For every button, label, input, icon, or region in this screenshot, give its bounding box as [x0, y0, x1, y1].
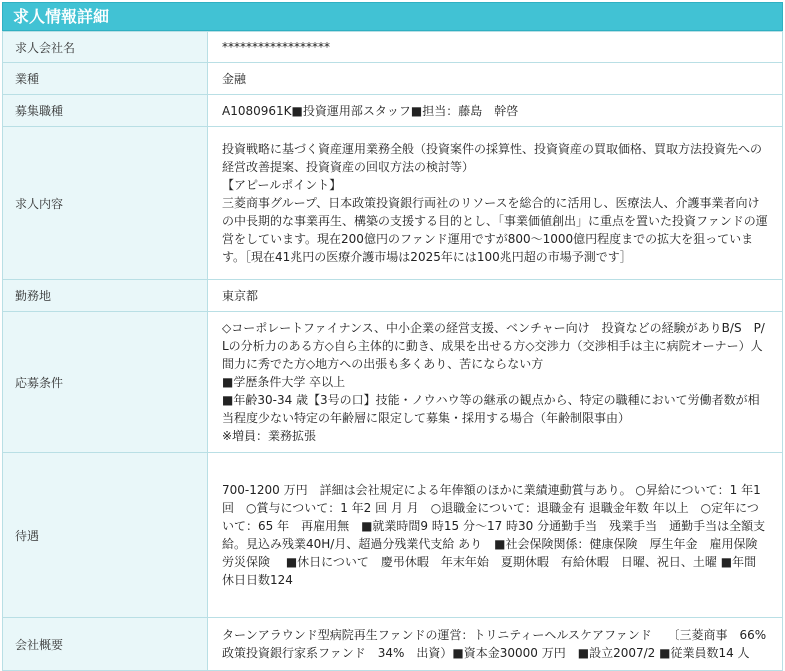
- value-line: 金融: [222, 71, 247, 86]
- detail-row: [3, 95, 783, 127]
- row-label: 業種: [3, 63, 208, 95]
- value-line: A1080961K■投資運用部スタッフ■担当：藤島 幹啓: [222, 103, 519, 118]
- row-label: 待遇: [3, 453, 208, 618]
- value-line: ターンアラウンド型病院再生ファンドの運営：トリニティーヘルスケアファンド 〔三菱商事 66% 政策投資銀行家系ファンド 34% 出資）■資本金30000 万円 ■設立2007/2 ■従業員数14 人: [222, 628, 771, 660]
- value-line: ******************: [222, 40, 330, 54]
- value-line: 三菱商事グループ、日本政策投資銀行両社のリソースを総合的に活用し、医療法人、介護事業者向けの中長期的な事業再生、構築の支援する目的とし、「事業価値創出」に重点を置いた投資ファンドの運営をしています。現在200億円のファンド運用ですが800～1000億円程度までの拡大を狙っています。［現在41兆円の医療介護市場は2025年には100兆円超の市場予測です］: [222, 196, 768, 264]
- value-line: 投資戦略に基づく資産運用業務全般（投資案件の採算性、投資資産の買取価格、買取方法投資先への経営改善提案、投資資産の回収方法の検討等）: [222, 142, 763, 174]
- detail-row: [3, 280, 783, 312]
- detail-row: [3, 618, 783, 671]
- row-value: [208, 453, 783, 618]
- row-label: 会社概要: [3, 618, 208, 671]
- detail-row: [3, 312, 783, 453]
- value-line: 700-1200 万円 詳細は会社規定による年俸額のほかに業績連動賞与あり。 ○昇給について：1 年1 回 ○賞与について：1 年2 回 月 月 ○退職金について：退職金有 退職金年数 年以上 ○定年について：65 年 再雇用無 ■就業時間9 時15 分～17 時30 分通勤手当 残業手当 通勤手当は全額支給。見込み残業40H/月、超過分残業代支給 あり ■社会保険関係：健康保険 厚生年金 雇用保険 労災保険 ■休日について 慶弔休暇 年末年始 夏期休暇 有給休暇 日曜、祝日、土曜 ■年間休日日数124: [222, 483, 770, 587]
- panel-title: 求人情報詳細: [2, 2, 783, 31]
- value-line: 東京都: [222, 288, 259, 303]
- value-line: ■学歴条件大学 卒以上: [222, 375, 346, 389]
- value-line: ◇コーポレートファイナンス、中小企業の経営支援、ベンチャー向け 投資などの経験がありB/S P/Lの分析力のある方◇自ら主体的に動き、成果を出せる方◇交渉力（交渉相手は主に病院オーナー）人間力に秀でた方◇地方への出張も多くあり、苦にならない方: [222, 321, 765, 371]
- row-label: 求人内容: [3, 127, 208, 280]
- detail-row: [3, 127, 783, 280]
- row-label: 求人会社名: [3, 32, 208, 63]
- row-value: [208, 312, 783, 453]
- job-detail-panel: [2, 2, 783, 671]
- detail-row: [3, 32, 783, 63]
- row-label: 応募条件: [3, 312, 208, 453]
- value-line: ■年齢30-34 歳【3号の口】技能・ノウハウ等の継承の観点から、特定の職種において労働者数が相当程度少ない特定の年齢層に限定して募集・採用する場合（年齢制限事由）: [222, 393, 760, 425]
- row-value: [208, 618, 783, 671]
- row-value: [208, 127, 783, 280]
- value-line: 【アピールポイント】: [222, 178, 342, 192]
- row-value: [208, 63, 783, 95]
- row-label: 勤務地: [3, 280, 208, 312]
- detail-row: [3, 63, 783, 95]
- value-line: ※増員：業務拡張: [222, 429, 317, 443]
- row-value: [208, 280, 783, 312]
- detail-row: [3, 453, 783, 618]
- job-detail-table: [2, 31, 783, 671]
- row-value: [208, 32, 783, 63]
- row-value: [208, 95, 783, 127]
- row-label: 募集職種: [3, 95, 208, 127]
